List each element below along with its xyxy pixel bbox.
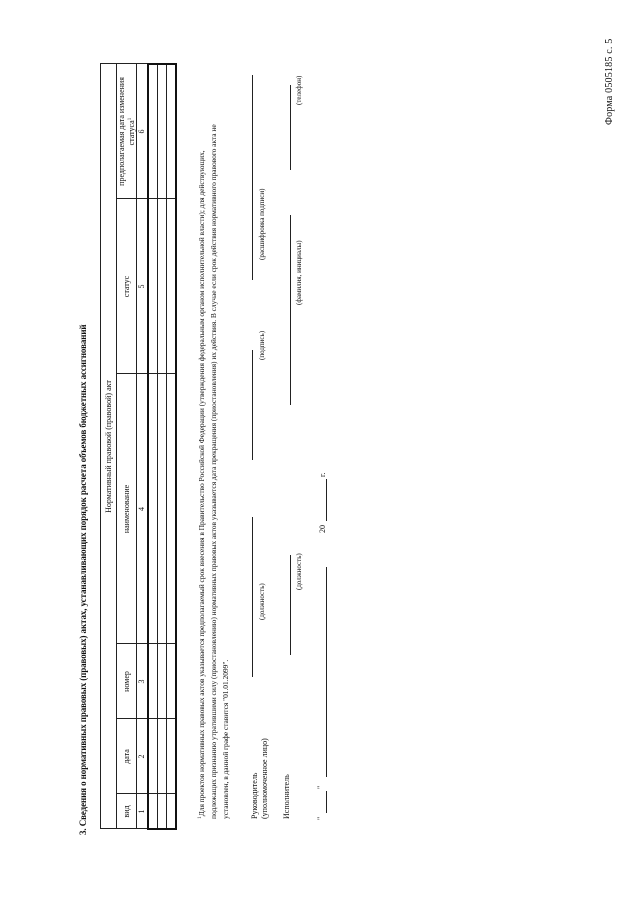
footnote-line-1	[197, 150, 206, 819]
table-cell[interactable]	[167, 719, 177, 794]
head-signature-line[interactable]	[252, 350, 253, 460]
col-number: 1	[137, 794, 149, 829]
table-cell[interactable]	[158, 644, 167, 719]
col-number: 4	[137, 374, 149, 644]
table-cell[interactable]	[167, 794, 177, 829]
table-cell[interactable]	[158, 794, 167, 829]
col-number: 5	[137, 199, 149, 374]
section-title: 3. Сведения о нормативных правовых (правовых) актах, устанавливающих порядок расчета объемов бюджетных ассигнований	[78, 324, 88, 835]
executor-name-line[interactable]	[290, 215, 291, 405]
footnote-line-2: подлежащих признанию утратившими силу (приостановлению) нормативных правовых актов указывается дата прекращения (приостановления) их действия. В случае если срок действия нормативного правового акта не	[209, 124, 218, 819]
col-header-name: наименование	[117, 374, 137, 644]
table-cell[interactable]	[148, 644, 158, 719]
head-decoding-caption: (расшифровка подписи)	[258, 188, 266, 260]
table-cell[interactable]	[158, 374, 167, 644]
table-cell[interactable]	[148, 794, 158, 829]
table-row	[148, 64, 158, 829]
table-header-row	[117, 64, 137, 829]
footnote-number: 1	[197, 816, 203, 819]
table-cell[interactable]	[148, 719, 158, 794]
col-number: 6	[137, 64, 149, 199]
table-cell[interactable]	[167, 64, 177, 199]
col-header-status-change-date	[117, 64, 137, 199]
table-cell[interactable]	[167, 644, 177, 719]
table-row	[158, 64, 167, 829]
table-group-header-row	[101, 64, 117, 829]
footnote-text: Для проектов нормативных правовых актов указывается предполагаемый срок внесения в Правительство Российской Федерации (утверждения федеральным органом исполнительной власти); для действующих,	[197, 150, 206, 817]
form-code: Форма 0505185 с. 5	[604, 38, 615, 125]
table-cell[interactable]	[158, 64, 167, 199]
executor-phone-caption: (телефон)	[295, 75, 303, 105]
date-year-prefix: 20	[318, 525, 327, 533]
table-cell[interactable]	[148, 199, 158, 374]
executor-label: Исполнитель	[282, 774, 291, 819]
table-cell[interactable]	[167, 374, 177, 644]
executor-phone-line[interactable]	[290, 85, 291, 170]
group-header: Нормативный правовой (правовой) акт	[101, 64, 117, 829]
head-signature-caption: (подпись)	[258, 330, 266, 360]
date-quote-close: "	[316, 785, 325, 789]
head-position-line[interactable]	[252, 517, 253, 677]
col-header-type: вид	[117, 794, 137, 829]
legal-acts-table	[100, 63, 177, 830]
col-header-number: номер	[117, 644, 137, 719]
col-header-status-change-date-label: предполагаемая дата изменения статуса	[117, 77, 136, 186]
head-label: Руководитель	[250, 772, 259, 819]
column-number-row	[137, 64, 149, 829]
col-number: 3	[137, 644, 149, 719]
date-quote-open: "	[316, 816, 325, 820]
date-month-line[interactable]	[326, 567, 327, 777]
col-number: 2	[137, 719, 149, 794]
footnote-mark: 1	[127, 117, 133, 121]
col-header-status: статус	[117, 199, 137, 374]
table-cell[interactable]	[167, 199, 177, 374]
head-position-caption: (должность)	[258, 583, 266, 620]
table-cell[interactable]	[158, 719, 167, 794]
col-header-date: дата	[117, 719, 137, 794]
executor-name-caption: (фамилия, инициалы)	[295, 240, 303, 305]
executor-position-line[interactable]	[290, 555, 291, 655]
date-year-line[interactable]	[326, 479, 327, 521]
footnote-line-3: установлен, в данной графе ставится "01.01.2099".	[221, 659, 230, 819]
executor-position-caption: (должность)	[295, 553, 303, 590]
date-year-suffix: г.	[318, 472, 327, 477]
table-cell[interactable]	[148, 374, 158, 644]
date-day-line[interactable]	[326, 791, 327, 813]
head-authorized-label: (уполномоченное лицо)	[260, 738, 269, 819]
table-row	[167, 64, 177, 829]
table-cell[interactable]	[158, 199, 167, 374]
table-cell[interactable]	[148, 64, 158, 199]
head-decoding-line[interactable]	[252, 75, 253, 280]
